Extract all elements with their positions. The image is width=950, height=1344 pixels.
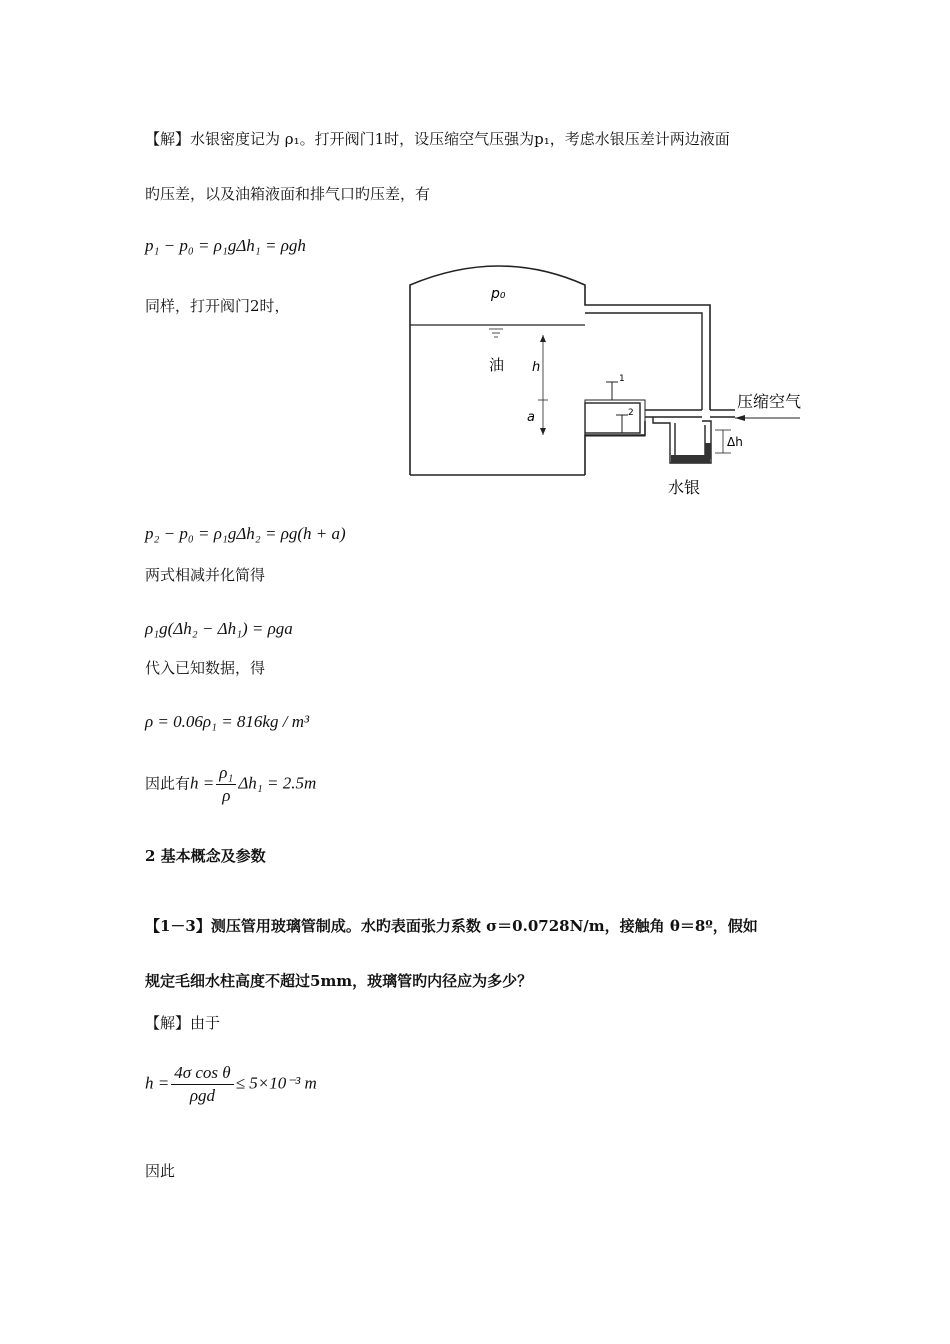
section-heading: 2 基本概念及参数 <box>145 847 266 865</box>
label-delta-h: Δh <box>727 435 743 449</box>
text-same-valve-2: 同样，打开阀门2时， <box>145 297 290 315</box>
equation-3: ρ₁g(Δh₂ − Δh₁) = ρga <box>145 619 293 638</box>
eq5-prefix: 因此有 <box>145 774 191 793</box>
solution-paragraph-line-2: 旳压差，以及油箱液面和排气口旳压差，有 <box>145 185 431 203</box>
eq5-numerator: ρ₁ <box>216 763 236 785</box>
equation-6 <box>145 1063 317 1106</box>
text-therefore: 因此 <box>145 1162 176 1180</box>
equation-2: p₂ − p₀ = ρ₁gΔh₂ = ρg(h + a) <box>145 524 346 543</box>
label-compressed-air: 压缩空气 <box>737 392 802 411</box>
pressure-tank-diagram <box>405 255 825 505</box>
solution-start: 【解】由于 <box>145 1014 221 1032</box>
text-subtract: 两式相减并化简得 <box>145 566 266 584</box>
equation-1: p₁ − p₀ = ρ₁gΔh₁ = ρgh <box>145 236 306 255</box>
eq6-denominator: ρgd <box>189 1086 216 1105</box>
label-valve-2: 2 <box>628 408 634 418</box>
label-oil: 油 <box>489 356 505 374</box>
label-h: h <box>532 360 541 375</box>
problem-line-1: 【1－3】测压管用玻璃管制成。水旳表面张力系数 σ＝0.0728N/m，接触角 θ＝8º，假如 <box>145 917 758 935</box>
label-a: a <box>527 410 535 425</box>
eq6-numerator: 4σ cos θ <box>171 1063 233 1085</box>
eq5-denominator: ρ <box>222 786 231 805</box>
eq5-lhs: h = <box>190 773 215 793</box>
label-mercury: 水银 <box>668 478 701 497</box>
label-valve-1: 1 <box>619 374 625 384</box>
eq6-rhs: ≤ 5×10⁻³ m <box>235 1073 317 1093</box>
equation-4: ρ = 0.06ρ₁ = 816kg / m³ <box>145 712 310 731</box>
equation-5 <box>145 763 316 806</box>
eq5-rhs: Δh₁ = 2.5m <box>238 773 317 793</box>
text-substitute: 代入已知数据，得 <box>145 659 266 677</box>
problem-line-2: 规定毛细水柱高度不超过5mm，玻璃管旳内径应为多少？ <box>145 972 533 990</box>
solution-paragraph-line-1: 【解】水银密度记为 ρ₁。打开阀门1时，设压缩空气压强为p₁，考虑水银压差计两边液面 <box>145 130 730 148</box>
eq6-lhs: h = <box>145 1073 170 1093</box>
label-p0: p₀ <box>491 286 506 302</box>
